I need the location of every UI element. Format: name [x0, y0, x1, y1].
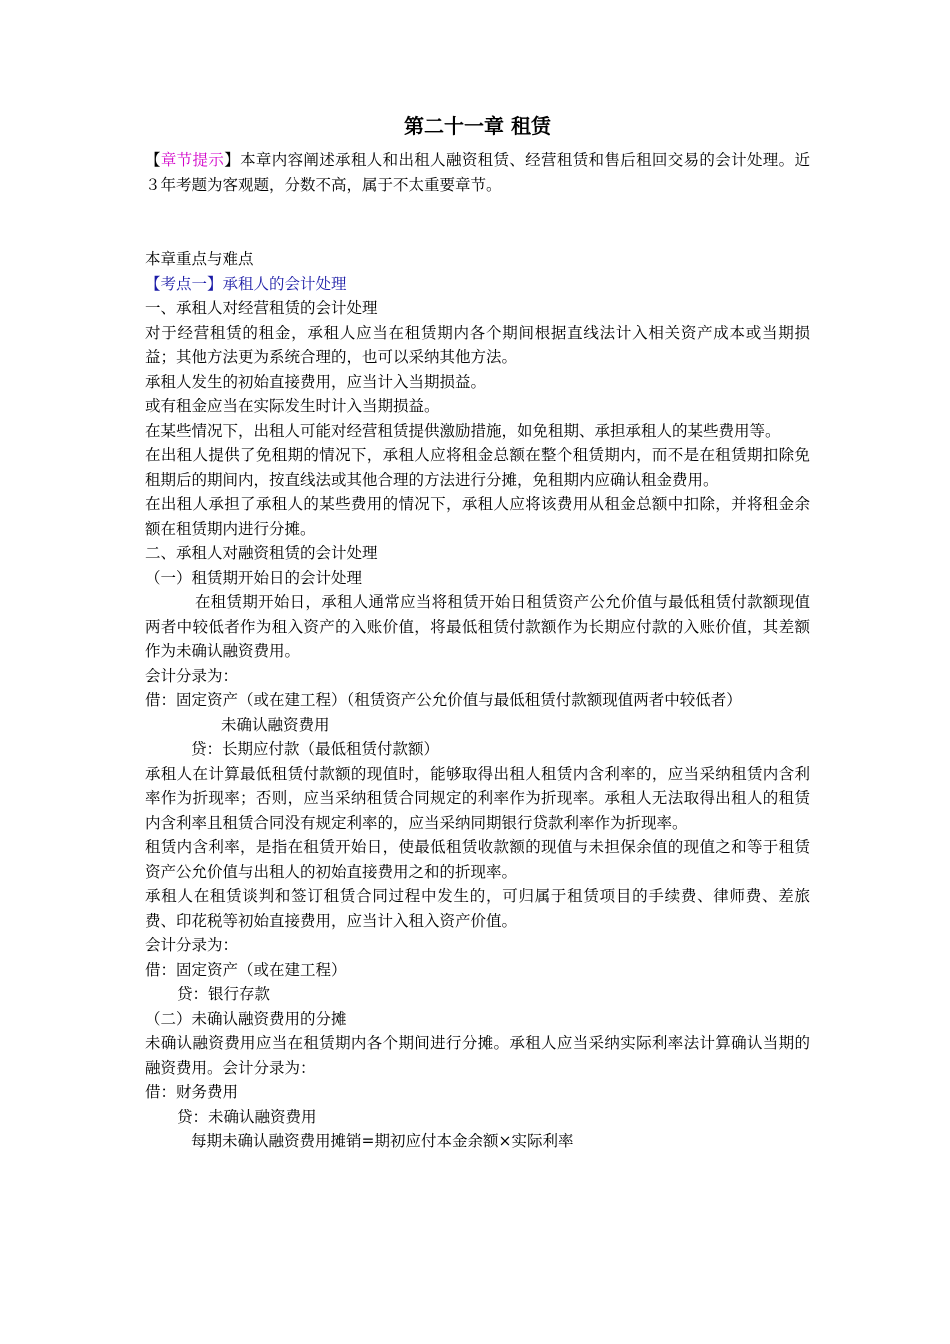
- paragraph: 或有租金应当在实际发生时计入当期损益。: [145, 397, 440, 415]
- paragraph: 租赁内含利率，是指在租赁开始日，使最低租赁收款额的现值与未担保余值的现值之和等于租赁资产公允价值与出租人的初始直接费用之和的折现率。: [145, 838, 810, 881]
- heading-finance-lease: 二、承租人对融资租赁的会计处理: [145, 544, 378, 562]
- entry-debit: 借：固定资产（或在建工程）: [145, 960, 347, 979]
- paragraph: 在出租人承担了承租人的某些费用的情况下，承租人应将该费用从租金总额中扣除，并将租金余额在租赁期内进行分摊。: [145, 495, 810, 538]
- section-heading: 本章重点与难点: [145, 250, 254, 268]
- entry-credit: 贷：长期应付款（最低租赁付款额）: [191, 740, 440, 758]
- entry-credit: 贷：未确认融资费用: [177, 1107, 317, 1126]
- formula: 每期未确认融资费用摊销=期初应付本金余额×实际利率: [191, 1132, 574, 1150]
- topic-heading: [145, 272, 810, 297]
- subheading: （一）租赁期开始日的会计处理: [145, 568, 363, 587]
- spacer: [145, 197, 810, 247]
- chapter-intro: [145, 148, 810, 197]
- intro-close: 】: [224, 151, 241, 169]
- paragraph: 在出租人提供了免租期的情况下，承租人应将租金总额在整个租赁期内，而不是在租赁期扣除免租期后的期间内，按直线法或其他合理的方法进行分摊，免租期内应确认租金费用。: [145, 446, 810, 489]
- topic-label: 【考点一】: [145, 274, 223, 293]
- paragraph: 承租人在租赁谈判和签订租赁合同过程中发生的，可归属于租赁项目的手续费、律师费、差旅费、印花税等初始直接费用，应当计入租入资产价值。: [145, 887, 810, 930]
- paragraph: 未确认融资费用应当在租赁期内各个期间进行分摊。承租人应当采纳实际利率法计算确认当期的融资费用。会计分录为：: [145, 1034, 810, 1077]
- paragraph: 承租人发生的初始直接费用，应当计入当期损益。: [145, 372, 487, 391]
- topic-title: 承租人的会计处理: [222, 274, 347, 293]
- paragraph: 承租人在计算最低租赁付款额的现值时，能够取得出租人租赁内含利率的，应当采纳租赁内含利率作为折现率；否则，应当采纳租赁合同规定的利率作为折现率。承租人无法取得出租人的租赁内含利率且租赁合同没有规定利率的，应当采纳同期银行贷款利率作为折现率。: [145, 764, 810, 832]
- subheading: （二）未确认融资费用的分摊: [145, 1009, 347, 1028]
- entry-label: 会计分录为：: [145, 936, 239, 954]
- document-page: [145, 112, 810, 1154]
- intro-tag: 章节提示: [160, 151, 225, 169]
- paragraph: 在某些情况下，出租人可能对经营租赁提供激励措施，如免租期、承担承租人的某些费用等。: [145, 421, 781, 440]
- chapter-title: 第二十一章 租赁: [404, 114, 551, 138]
- paragraph: 对于经营租赁的租金，承租人应当在租赁期内各个期间根据直线法计入相关资产成本或当期损益；其他方法更为系统合理的，也可以采纳其他方法。: [145, 323, 810, 366]
- entry-debit: 借：财务费用: [145, 1083, 239, 1101]
- heading-operating-lease: 一、承租人对经营租赁的会计处理: [145, 299, 378, 317]
- entry-debit-line2: 未确认融资费用: [221, 715, 330, 734]
- entry-label: 会计分录为：: [145, 666, 239, 685]
- entry-debit: 借：固定资产（或在建工程）（租赁资产公允价值与最低租赁付款额现值两者中较低者）: [145, 691, 742, 709]
- paragraph: 在租赁期开始日，承租人通常应当将租赁开始日租赁资产公允价值与最低租赁付款额现值两者中较低者作为租入资产的入账价值，将最低租赁付款额作为长期应付款的入账价值，其差额作为未确认融资费用。: [145, 593, 810, 660]
- entry-credit: 贷：银行存款: [177, 985, 271, 1003]
- intro-open: 【: [145, 151, 161, 169]
- intro-text: 本章内容阐述承租人和出租人融资租赁、经营租赁和售后租回交易的会计处理。近３年考题为客观题，分数不高，属于不太重要章节。: [145, 151, 810, 194]
